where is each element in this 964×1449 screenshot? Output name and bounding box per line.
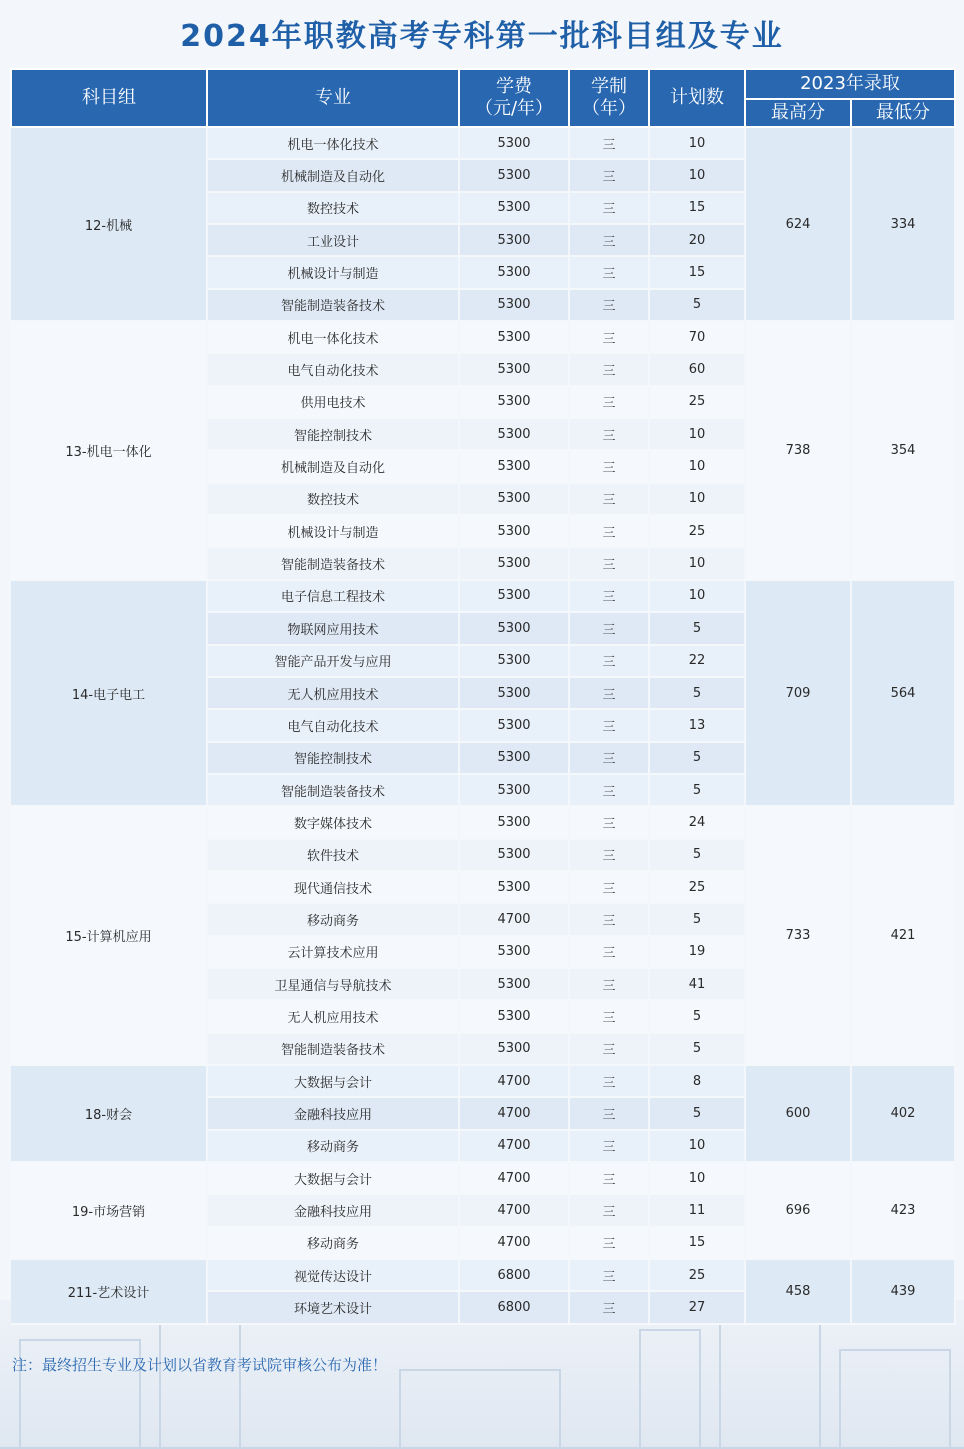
plan-cell: 10 xyxy=(649,483,745,515)
years-cell: 三 xyxy=(569,256,649,288)
major-cell: 机电一体化技术 xyxy=(207,127,459,159)
plan-cell: 13 xyxy=(649,709,745,741)
major-cell: 智能产品开发与应用 xyxy=(207,645,459,677)
years-cell: 三 xyxy=(569,515,649,547)
major-cell: 移动商务 xyxy=(207,903,459,935)
plan-cell: 5 xyxy=(649,774,745,806)
min-score-cell: 402 xyxy=(851,1065,955,1162)
fee-cell: 5300 xyxy=(459,515,569,547)
major-cell: 电子信息工程技术 xyxy=(207,580,459,612)
group-name-cell: 18-财会 xyxy=(11,1065,207,1162)
major-cell: 卫星通信与导航技术 xyxy=(207,968,459,1000)
fee-cell: 5300 xyxy=(459,386,569,418)
fee-cell: 5300 xyxy=(459,936,569,968)
years-cell: 三 xyxy=(569,968,649,1000)
group-block xyxy=(11,580,955,806)
years-cell: 三 xyxy=(569,645,649,677)
fee-cell: 5300 xyxy=(459,224,569,256)
major-cell: 电气自动化技术 xyxy=(207,353,459,385)
years-cell: 三 xyxy=(569,806,649,838)
fee-cell: 5300 xyxy=(459,806,569,838)
max-score-cell: 709 xyxy=(745,580,851,806)
fee-cell: 5300 xyxy=(459,1033,569,1065)
header-min-score: 最低分 xyxy=(851,99,955,127)
years-cell: 三 xyxy=(569,1130,649,1162)
group-name-cell: 13-机电一体化 xyxy=(11,321,207,580)
major-cell: 现代通信技术 xyxy=(207,871,459,903)
major-cell: 智能制造装备技术 xyxy=(207,774,459,806)
plan-cell: 5 xyxy=(649,839,745,871)
min-score-cell: 423 xyxy=(851,1162,955,1259)
years-cell: 三 xyxy=(569,612,649,644)
major-cell: 无人机应用技术 xyxy=(207,677,459,709)
major-cell: 金融科技应用 xyxy=(207,1194,459,1226)
years-cell: 三 xyxy=(569,127,649,159)
max-score-cell: 733 xyxy=(745,806,851,1065)
years-cell: 三 xyxy=(569,936,649,968)
years-cell: 三 xyxy=(569,774,649,806)
major-cell: 大数据与会计 xyxy=(207,1162,459,1194)
major-cell: 机械制造及自动化 xyxy=(207,450,459,482)
group-block xyxy=(11,1162,955,1259)
header-plan: 计划数 xyxy=(649,69,745,127)
min-score-cell: 354 xyxy=(851,321,955,580)
fee-cell: 4700 xyxy=(459,1065,569,1097)
years-cell: 三 xyxy=(569,709,649,741)
years-cell: 三 xyxy=(569,903,649,935)
years-cell: 三 xyxy=(569,418,649,450)
plan-cell: 11 xyxy=(649,1194,745,1226)
plan-cell: 5 xyxy=(649,1097,745,1129)
max-score-cell: 600 xyxy=(745,1065,851,1162)
plan-cell: 5 xyxy=(649,677,745,709)
years-cell: 三 xyxy=(569,1194,649,1226)
major-cell: 数控技术 xyxy=(207,192,459,224)
group-name-cell: 19-市场营销 xyxy=(11,1162,207,1259)
plan-cell: 10 xyxy=(649,159,745,191)
fee-cell: 5300 xyxy=(459,839,569,871)
plan-cell: 25 xyxy=(649,871,745,903)
years-cell: 三 xyxy=(569,1259,649,1291)
header-fee-line1: 学费 xyxy=(496,76,532,97)
plan-cell: 41 xyxy=(649,968,745,1000)
header-fee xyxy=(459,69,569,127)
years-cell: 三 xyxy=(569,742,649,774)
years-cell: 三 xyxy=(569,871,649,903)
fee-cell: 5300 xyxy=(459,321,569,353)
years-cell: 三 xyxy=(569,1097,649,1129)
major-cell: 数字媒体技术 xyxy=(207,806,459,838)
fee-cell: 4700 xyxy=(459,903,569,935)
years-cell: 三 xyxy=(569,483,649,515)
group-block xyxy=(11,1065,955,1162)
years-cell: 三 xyxy=(569,1227,649,1259)
group-name-cell: 211-艺术设计 xyxy=(11,1259,207,1324)
header-major: 专业 xyxy=(207,69,459,127)
major-cell: 移动商务 xyxy=(207,1130,459,1162)
table-header xyxy=(11,69,955,127)
years-cell: 三 xyxy=(569,1065,649,1097)
fee-cell: 5300 xyxy=(459,450,569,482)
group-name-cell: 15-计算机应用 xyxy=(11,806,207,1065)
years-cell: 三 xyxy=(569,450,649,482)
fee-cell: 4700 xyxy=(459,1227,569,1259)
max-score-cell: 696 xyxy=(745,1162,851,1259)
fee-cell: 5300 xyxy=(459,709,569,741)
major-cell: 机电一体化技术 xyxy=(207,321,459,353)
group-block xyxy=(11,321,955,580)
major-cell: 智能控制技术 xyxy=(207,742,459,774)
years-cell: 三 xyxy=(569,1000,649,1032)
plan-cell: 15 xyxy=(649,192,745,224)
years-cell: 三 xyxy=(569,1033,649,1065)
plan-cell: 5 xyxy=(649,903,745,935)
plan-cell: 19 xyxy=(649,936,745,968)
fee-cell: 5300 xyxy=(459,418,569,450)
header-fee-line2: （元/年） xyxy=(474,98,554,119)
header-years-line2: （年） xyxy=(582,98,636,119)
plan-cell: 10 xyxy=(649,450,745,482)
group-name-cell: 14-电子电工 xyxy=(11,580,207,806)
fee-cell: 4700 xyxy=(459,1097,569,1129)
fee-cell: 5300 xyxy=(459,192,569,224)
plan-cell: 25 xyxy=(649,386,745,418)
major-cell: 无人机应用技术 xyxy=(207,1000,459,1032)
plan-cell: 15 xyxy=(649,256,745,288)
page-title: 2024年职教高考专科第一批科目组及专业 xyxy=(180,19,784,54)
years-cell: 三 xyxy=(569,192,649,224)
fee-cell: 4700 xyxy=(459,1162,569,1194)
plan-cell: 10 xyxy=(649,127,745,159)
plan-cell: 10 xyxy=(649,1162,745,1194)
header-max-score: 最高分 xyxy=(745,99,851,127)
major-cell: 金融科技应用 xyxy=(207,1097,459,1129)
header-admit-2023: 2023年录取 xyxy=(745,69,955,99)
major-cell: 供用电技术 xyxy=(207,386,459,418)
group-block xyxy=(11,806,955,1065)
fee-cell: 6800 xyxy=(459,1291,569,1323)
plan-cell: 27 xyxy=(649,1291,745,1323)
plan-cell: 70 xyxy=(649,321,745,353)
plan-cell: 10 xyxy=(649,418,745,450)
years-cell: 三 xyxy=(569,159,649,191)
plan-cell: 22 xyxy=(649,645,745,677)
fee-cell: 5300 xyxy=(459,289,569,321)
max-score-cell: 624 xyxy=(745,127,851,321)
major-cell: 机械设计与制造 xyxy=(207,256,459,288)
plan-cell: 25 xyxy=(649,1259,745,1291)
major-cell: 物联网应用技术 xyxy=(207,612,459,644)
plan-cell: 10 xyxy=(649,547,745,579)
group-block xyxy=(11,1259,955,1324)
group-name-cell: 12-机械 xyxy=(11,127,207,321)
table-row xyxy=(11,1162,955,1194)
table-row xyxy=(11,1259,955,1291)
header-years xyxy=(569,69,649,127)
plan-cell: 5 xyxy=(649,289,745,321)
fee-cell: 5300 xyxy=(459,677,569,709)
fee-cell: 4700 xyxy=(459,1194,569,1226)
header-group: 科目组 xyxy=(11,69,207,127)
fee-cell: 6800 xyxy=(459,1259,569,1291)
plan-cell: 10 xyxy=(649,1130,745,1162)
years-cell: 三 xyxy=(569,547,649,579)
plan-cell: 5 xyxy=(649,1033,745,1065)
max-score-cell: 738 xyxy=(745,321,851,580)
fee-cell: 5300 xyxy=(459,742,569,774)
major-cell: 云计算技术应用 xyxy=(207,936,459,968)
fee-cell: 5300 xyxy=(459,871,569,903)
years-cell: 三 xyxy=(569,321,649,353)
years-cell: 三 xyxy=(569,1162,649,1194)
major-cell: 环境艺术设计 xyxy=(207,1291,459,1323)
min-score-cell: 564 xyxy=(851,580,955,806)
fee-cell: 5300 xyxy=(459,968,569,1000)
group-block xyxy=(11,127,955,321)
plan-cell: 8 xyxy=(649,1065,745,1097)
major-cell: 智能控制技术 xyxy=(207,418,459,450)
plan-cell: 24 xyxy=(649,806,745,838)
plan-cell: 15 xyxy=(649,1227,745,1259)
footnote: 注：最终招生专业及计划以省教育考试院审核公布为准！ xyxy=(12,1356,388,1374)
years-cell: 三 xyxy=(569,580,649,612)
major-cell: 电气自动化技术 xyxy=(207,709,459,741)
min-score-cell: 334 xyxy=(851,127,955,321)
admission-table xyxy=(10,68,956,1325)
major-cell: 数控技术 xyxy=(207,483,459,515)
years-cell: 三 xyxy=(569,1291,649,1323)
fee-cell: 5300 xyxy=(459,580,569,612)
major-cell: 软件技术 xyxy=(207,839,459,871)
table-row xyxy=(11,580,955,612)
plan-cell: 5 xyxy=(649,612,745,644)
fee-cell: 5300 xyxy=(459,645,569,677)
major-cell: 智能制造装备技术 xyxy=(207,547,459,579)
major-cell: 工业设计 xyxy=(207,224,459,256)
major-cell: 视觉传达设计 xyxy=(207,1259,459,1291)
major-cell: 移动商务 xyxy=(207,1227,459,1259)
min-score-cell: 439 xyxy=(851,1259,955,1324)
header-years-line1: 学制 xyxy=(591,76,627,97)
years-cell: 三 xyxy=(569,289,649,321)
table-row xyxy=(11,1065,955,1097)
years-cell: 三 xyxy=(569,677,649,709)
max-score-cell: 458 xyxy=(745,1259,851,1324)
plan-cell: 10 xyxy=(649,580,745,612)
table-row xyxy=(11,806,955,838)
plan-cell: 5 xyxy=(649,1000,745,1032)
fee-cell: 4700 xyxy=(459,1130,569,1162)
fee-cell: 5300 xyxy=(459,159,569,191)
fee-cell: 5300 xyxy=(459,127,569,159)
major-cell: 机械设计与制造 xyxy=(207,515,459,547)
fee-cell: 5300 xyxy=(459,483,569,515)
plan-cell: 20 xyxy=(649,224,745,256)
major-cell: 机械制造及自动化 xyxy=(207,159,459,191)
years-cell: 三 xyxy=(569,386,649,418)
years-cell: 三 xyxy=(569,839,649,871)
table-row xyxy=(11,321,955,353)
major-cell: 大数据与会计 xyxy=(207,1065,459,1097)
plan-cell: 25 xyxy=(649,515,745,547)
min-score-cell: 421 xyxy=(851,806,955,1065)
years-cell: 三 xyxy=(569,224,649,256)
fee-cell: 5300 xyxy=(459,1000,569,1032)
plan-cell: 5 xyxy=(649,742,745,774)
major-cell: 智能制造装备技术 xyxy=(207,289,459,321)
fee-cell: 5300 xyxy=(459,256,569,288)
table-row xyxy=(11,127,955,159)
fee-cell: 5300 xyxy=(459,547,569,579)
fee-cell: 5300 xyxy=(459,612,569,644)
plan-cell: 60 xyxy=(649,353,745,385)
major-cell: 智能制造装备技术 xyxy=(207,1033,459,1065)
fee-cell: 5300 xyxy=(459,353,569,385)
fee-cell: 5300 xyxy=(459,774,569,806)
years-cell: 三 xyxy=(569,353,649,385)
